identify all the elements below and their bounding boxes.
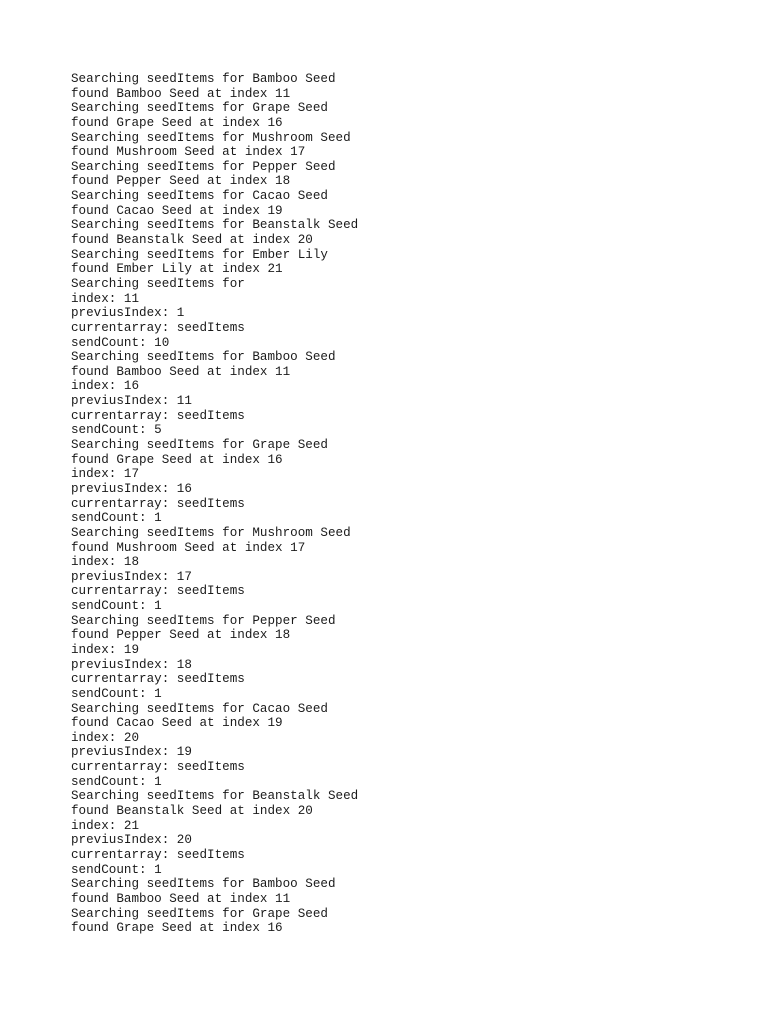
log-line: found Grape Seed at index 16 [71,921,283,936]
log-line: previusIndex: 16 [71,481,192,496]
log-line: Searching seedItems for Mushroom Seed [71,130,351,145]
log-line: found Beanstalk Seed at index 20 [71,233,313,248]
log-line: Searching seedItems for Bamboo Seed [71,877,336,892]
log-line: sendCount: 5 [71,423,162,438]
log-line: Searching seedItems for Beanstalk Seed [71,789,359,804]
log-line: currentarray: seedItems [71,760,245,775]
log-line: found Ember Lily at index 21 [71,262,283,277]
log-line: currentarray: seedItems [71,584,245,599]
log-line: Searching seedItems for Grape Seed [71,101,328,116]
log-line: previusIndex: 20 [71,833,192,848]
log-line: sendCount: 1 [71,599,162,614]
log-line: previusIndex: 1 [71,306,185,321]
log-line: Searching seedItems for Bamboo Seed [71,350,336,365]
log-line: found Pepper Seed at index 18 [71,174,291,189]
log-line: currentarray: seedItems [71,672,245,687]
log-line: sendCount: 1 [71,774,162,789]
log-line: sendCount: 1 [71,686,162,701]
log-line: previusIndex: 18 [71,657,192,672]
log-line: Searching seedItems for Cacao Seed [71,189,328,204]
log-line: previusIndex: 17 [71,569,192,584]
log-line: previusIndex: 19 [71,745,192,760]
log-line: index: 21 [71,818,140,833]
log-line: Searching seedItems for Grape Seed [71,438,328,453]
log-line: Searching seedItems for Pepper Seed [71,159,336,174]
log-line: found Mushroom Seed at index 17 [71,145,306,160]
log-line: index: 20 [71,730,140,745]
log-line: found Mushroom Seed at index 17 [71,540,306,555]
log-line: index: 19 [71,642,140,657]
log-line: Searching seedItems for Grape Seed [71,906,328,921]
log-line: found Cacao Seed at index 19 [71,203,283,218]
log-line: Searching seedItems for [71,276,245,291]
log-line: Searching seedItems for Ember Lily [71,247,328,262]
log-line: sendCount: 10 [71,335,170,350]
log-line: currentarray: seedItems [71,496,245,511]
log-line: currentarray: seedItems [71,408,245,423]
log-line: found Pepper Seed at index 18 [71,628,291,643]
log-line: found Cacao Seed at index 19 [71,716,283,731]
log-line: Searching seedItems for Cacao Seed [71,701,328,716]
log-line: found Grape Seed at index 16 [71,115,283,130]
log-line: found Bamboo Seed at index 11 [71,86,291,101]
log-line: found Beanstalk Seed at index 20 [71,804,313,819]
log-line: previusIndex: 11 [71,394,192,409]
log-line: Searching seedItems for Pepper Seed [71,613,336,628]
log-line: Searching seedItems for Bamboo Seed [71,72,336,86]
log-line: Searching seedItems for Mushroom Seed [71,525,351,540]
console-log-output [71,72,711,936]
log-line: currentarray: seedItems [71,320,245,335]
log-line: found Bamboo Seed at index 11 [71,364,291,379]
log-line: sendCount: 1 [71,862,162,877]
log-line: index: 18 [71,555,140,570]
log-line: found Bamboo Seed at index 11 [71,891,291,906]
log-line: Searching seedItems for Beanstalk Seed [71,218,359,233]
log-line: found Grape Seed at index 16 [71,452,283,467]
log-line: index: 11 [71,291,140,306]
log-line: index: 17 [71,467,140,482]
log-line: currentarray: seedItems [71,847,245,862]
log-line: sendCount: 1 [71,511,162,526]
log-line: index: 16 [71,379,140,394]
